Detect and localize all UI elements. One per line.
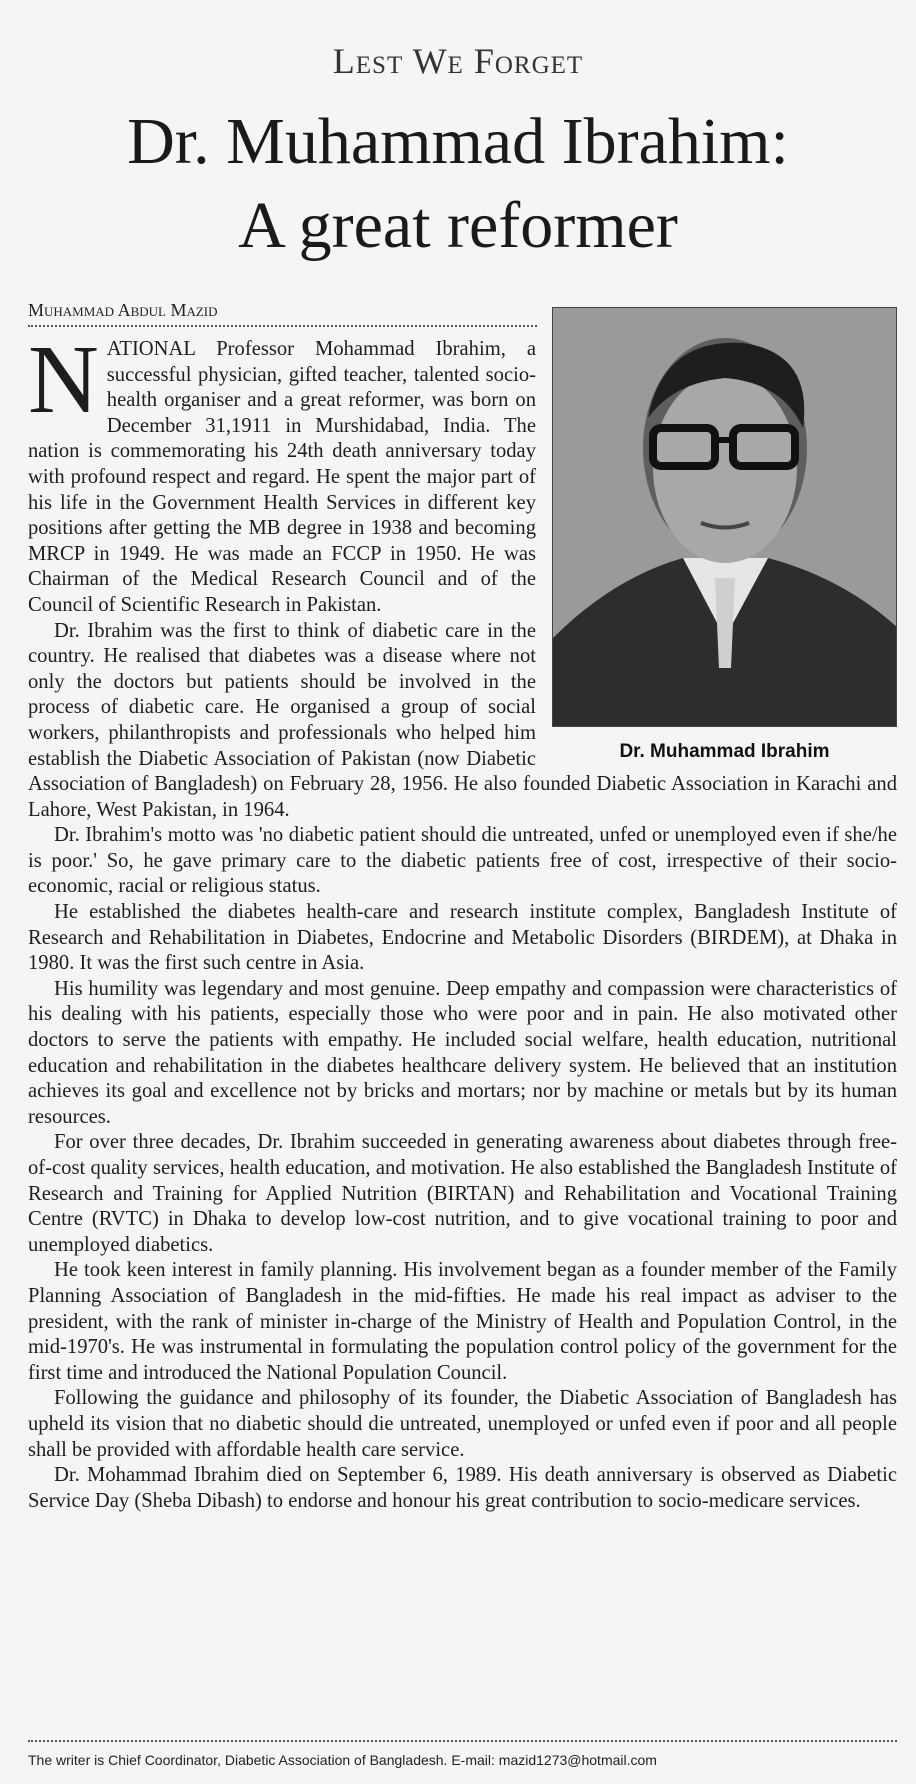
article-body (28, 326, 897, 1514)
drop-cap: N (28, 326, 99, 434)
paragraph-5: His humility was legendary and most genuine. Deep empathy and compassion were characteristics of his dealing with his patients, especially those who were poor and in pain. He also motivated other doctors to serve the patients with empathy. He included social welfare, health education, nutritional education and rehabilitation in the diabetes healthcare delivery system. He believed that an institution achieves its goal and excellence not by bricks and mortars; nor by machine or metals but by its human resources. (28, 977, 897, 1128)
photo-caption: Dr. Muhammad Ibrahim (619, 741, 830, 762)
paragraph-1: NATIONAL Professor Mohammad Ibrahim, a successful physician, gifted teacher, talented socio- health organiser and a great reformer, was born on December 31,1911 in Murshidabad, India. The nation is commemorating his 24th death anniversary today with profound respect and regard. He spent the major part of his life in the Government Health Services in different key positions after getting the MB degree in 1938 and becoming MRCP in 1949. He was made an FCCP in 1950. He was Chairman of the Medical Research Council and of the Council of Scientific Research in Pakistan. (28, 326, 536, 616)
paragraph-2: Dr. Ibrahim was the first to think of diabetic care in the country. He realised that diabetes was a disease where not only the doctors but patients should be involved in the process of diabetic care. He organised a group of social workers, philanthropists and professionals who helped him establish the Diabetic Association of Pakistan (now Diabetic Association of Bangladesh) on February 28, 1956. He also founded Diabetic Association in Karachi and Lahore, West Pakistan, in 1964. (28, 619, 897, 821)
paragraph-7: He took keen interest in family planning. His involvement began as a founder member of the Family Planning Association of Bangladesh in the mid-fifties. He made his real impact as adviser to the president, with the rank of minister in-charge of the Ministry of Health and Population Control, in the mid-1970's. He was instrumental in formulating the population control policy of the government for the first time and introduced the National Population Council. (28, 1259, 897, 1384)
paragraph-4: He established the diabetes health-care and research institute complex, Bangladesh Institute of Research and Rehabilitation in Diabetes, Endocrine and Metabolic Disorders (BIRDEM), at Dhaka in 1980. It was the first such centre in Asia. (28, 901, 897, 975)
author-note: The writer is Chief Coordinator, Diabetic Association of Bangladesh. E-mail: mazid1273@hotmail.com (28, 1752, 657, 1768)
portrait-photo (552, 307, 897, 727)
headline (0, 100, 916, 268)
portrait-image (553, 308, 897, 727)
byline: Muhammad Abdul Mazid (28, 300, 537, 327)
footer-divider (28, 1740, 897, 1742)
headline-line-1: Dr. Muhammad Ibrahim: (127, 105, 789, 178)
paragraph-6: For over three decades, Dr. Ibrahim succeeded in generating awareness about diabetes through free-of-cost quality services, health education, and motivation. He also established the Bangladesh Institute of Research and Training for Applied Nutrition (BIRTAN) and Rehabilitation and Vocational Training Centre (RVTC) in Dhaka to develop low-cost nutrition, and to give vocational training to poor and unemployed diabetics. (28, 1131, 897, 1256)
paragraph-3: Dr. Ibrahim's motto was 'no diabetic patient should die untreated, unfed or unemployed even if she/he is poor.' So, he gave primary care to the diabetic patients free of cost, irrespective of their socio-economic, racial or religious status. (28, 824, 897, 898)
photo-figure (552, 307, 897, 765)
paragraph-8: Following the guidance and philosophy of its founder, the Diabetic Association of Bangladesh has upheld its vision that no diabetic should die untreated, unemployed or unfed even if poor and all people shall be provided with affordable health care service. (28, 1387, 897, 1461)
section-kicker: Lest We Forget (332, 41, 584, 81)
paragraph-9: Dr. Mohammad Ibrahim died on September 6, 1989. His death anniversary is observed as Diabetic Service Day (Sheba Dibash) to endorse and honour his great contribution to socio-medicare services. (28, 1464, 897, 1512)
headline-line-2: A great reformer (238, 189, 678, 262)
